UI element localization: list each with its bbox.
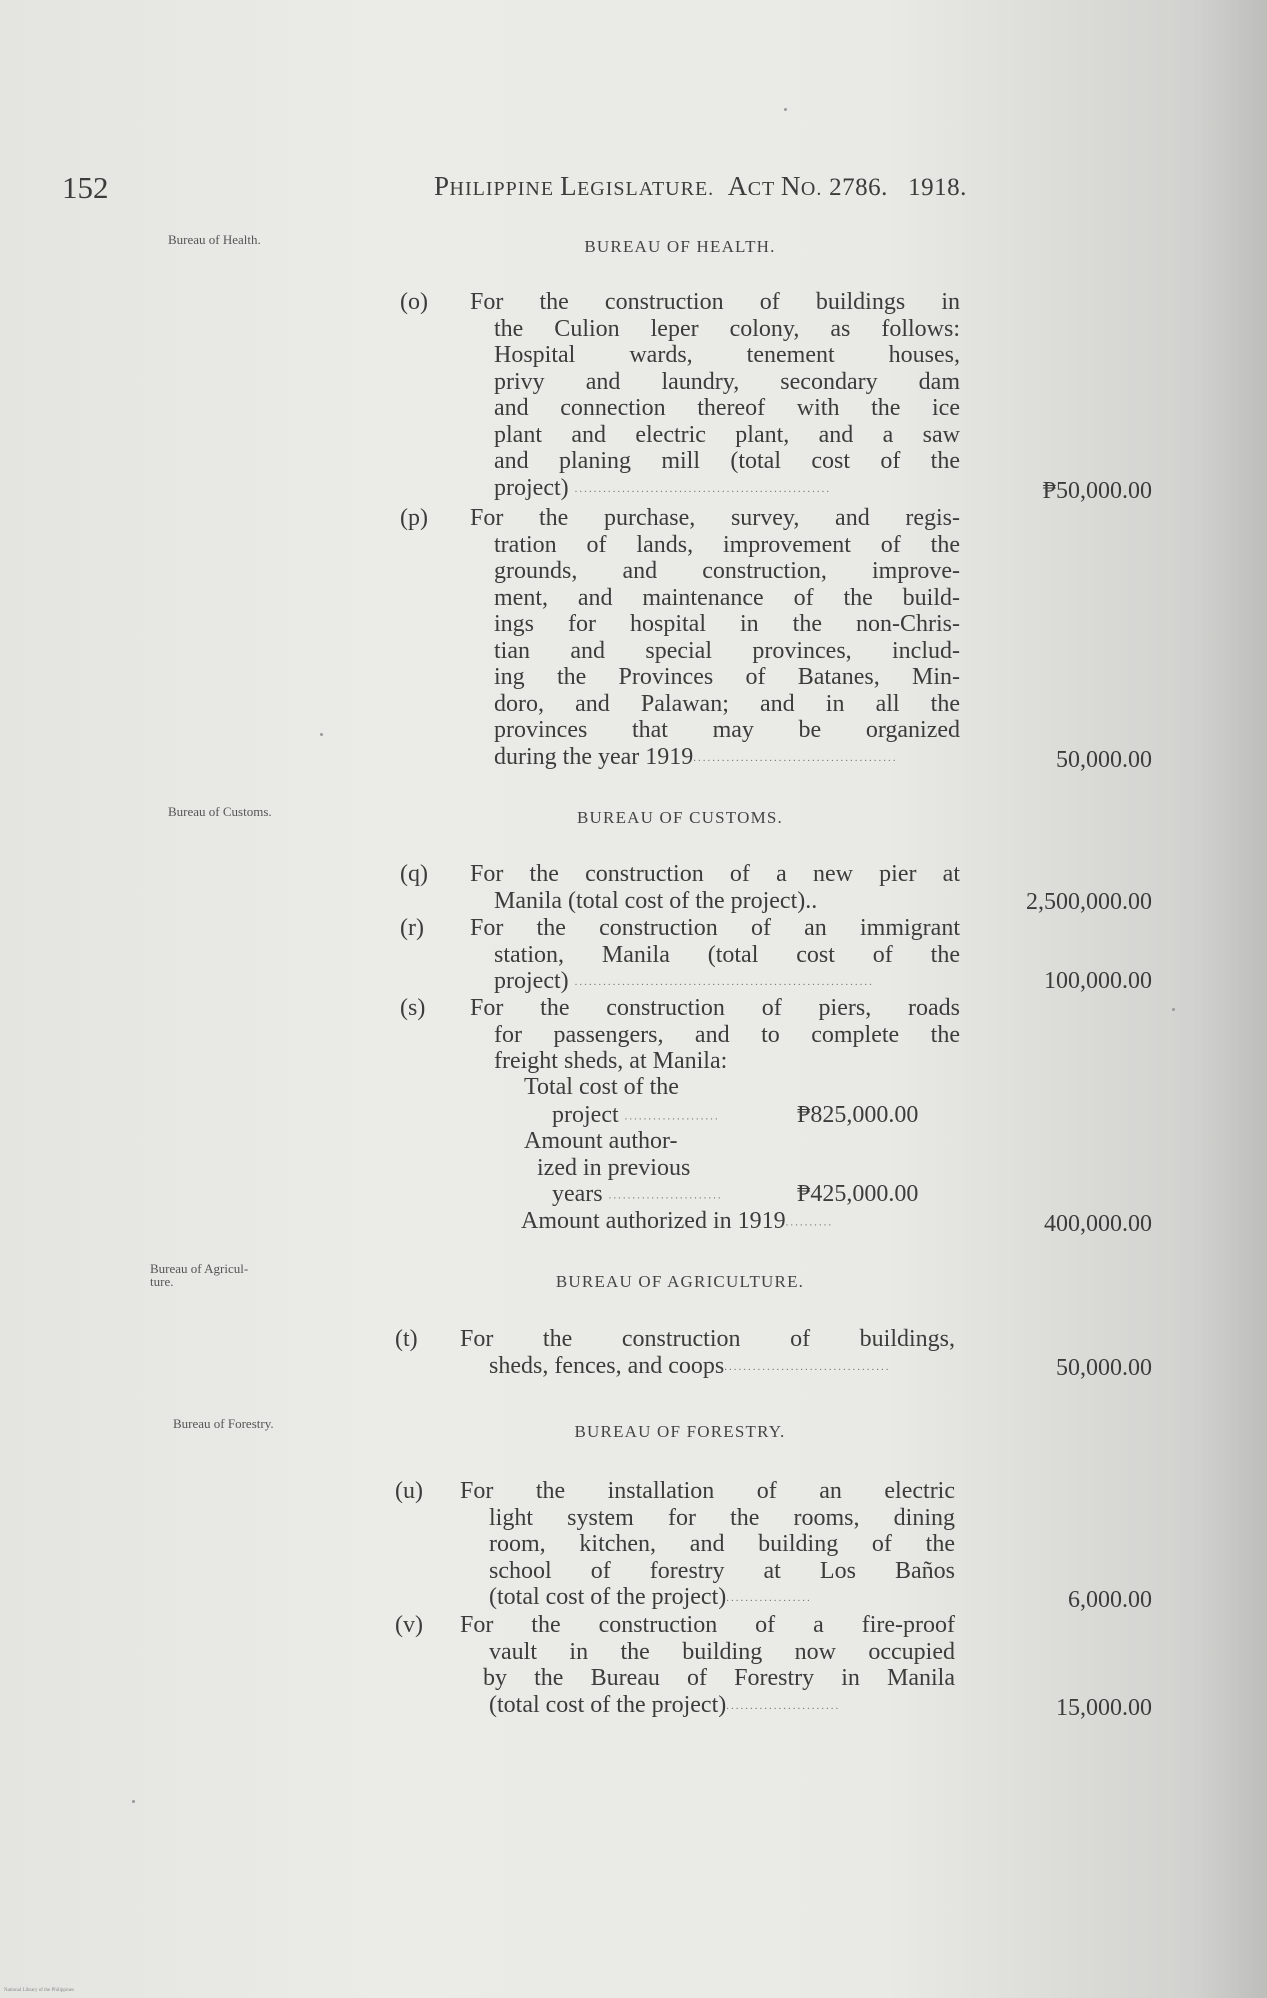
section-title-agriculture: BUREAU OF AGRICULTURE. [555,1272,805,1291]
amount-q: 2,500,000.00 [1026,889,1152,915]
header-year: 1918. [908,174,967,201]
margin-note-customs: Bureau of Customs. [168,804,272,819]
amount-v: 15,000.00 [1056,1695,1152,1721]
act-number: 2786. [829,174,888,201]
amount-t: 50,000.00 [1056,1355,1152,1381]
scan-speck [1172,1008,1175,1011]
item-v: (v) For the construction of a fire-proof vault in the building now occupied by the Bureau of Forestry in Manila (total cost of the project)........................ [395,1612,955,1718]
item-u: (u) For the installation of an electric light system for the rooms, dining room, kitchen, and building of the school of forestry at Los Baños (total cost of the project).................. [395,1478,955,1610]
margin-note-health: Bureau of Health. [168,232,261,247]
item-r: (r) For the construction of an immigrant station, Manila (total cost of the project) ............................................................... [400,915,960,994]
running-header: PHILIPPINE LEGISLATURE. ACT NO. 2786. 1918. [434,171,967,201]
item-t: (t) For the construction of buildings, sheds, fences, and coops................................... [395,1326,955,1379]
scan-footer: National Library of the Philippines [4,1988,74,1993]
amount-r: 100,000.00 [1044,968,1152,994]
authorized-1919-label: Amount authorized in 1919.......... [521,1208,834,1234]
item-q: (q) For the construction of a new pier at Manila (total cost of the project).. [400,861,960,914]
amount-s: 400,000.00 [1044,1211,1152,1237]
amount-o: ₱50,000.00 [1042,478,1152,504]
prev-authorized-amount: ₱425,000.00 [797,1181,919,1207]
margin-note-forestry: Bureau of Forestry. [173,1416,274,1431]
total-cost-label-2: project .................... [552,1102,720,1128]
item-p: (p) For the purchase, survey, and regis- tration of lands, improvement of the grounds, and construction, improve- ment, and maintenance of the build- ings for hospital in the non-Chris- tian and special provinces, includ- ing the Provinces of Batanes, Min- doro, and Palawan; and in all the provinces that may be organized during the year 1919........................................... [400,505,960,770]
margin-note-agriculture: Bureau of Agricul- ture. [150,1261,249,1289]
item-s: (s) For the construction of piers, roads for passengers, and to complete the freight sheds, at Manila: [400,995,960,1074]
prev-authorized-label-3: years ........................ [552,1181,723,1207]
amount-u: 6,000.00 [1068,1587,1152,1613]
scan-speck [320,733,323,736]
section-title-forestry: BUREAU OF FORESTRY. [574,1422,786,1441]
total-cost-label-1: Total cost of the [524,1074,679,1100]
scan-speck [784,108,787,111]
section-title-customs: BUREAU OF CUSTOMS. [577,808,783,827]
prev-authorized-label-2: ized in previous [537,1155,691,1181]
item-o: (o) For the construction of buildings in the Culion leper colony, as follows: Hospital wards, tenement houses, privy and laundry, secondary dam and connection thereof with the ice plant and electric plant, and a saw and planing mill (total cost of the project) ...................................................... [400,289,960,501]
prev-authorized-label-1: Amount author- [524,1128,678,1154]
page-number: 152 [62,170,109,205]
section-title-health: BUREAU OF HEALTH. [584,237,776,256]
scan-speck [132,1800,135,1803]
amount-p: 50,000.00 [1056,747,1152,773]
total-cost-amount: ₱825,000.00 [797,1102,919,1128]
